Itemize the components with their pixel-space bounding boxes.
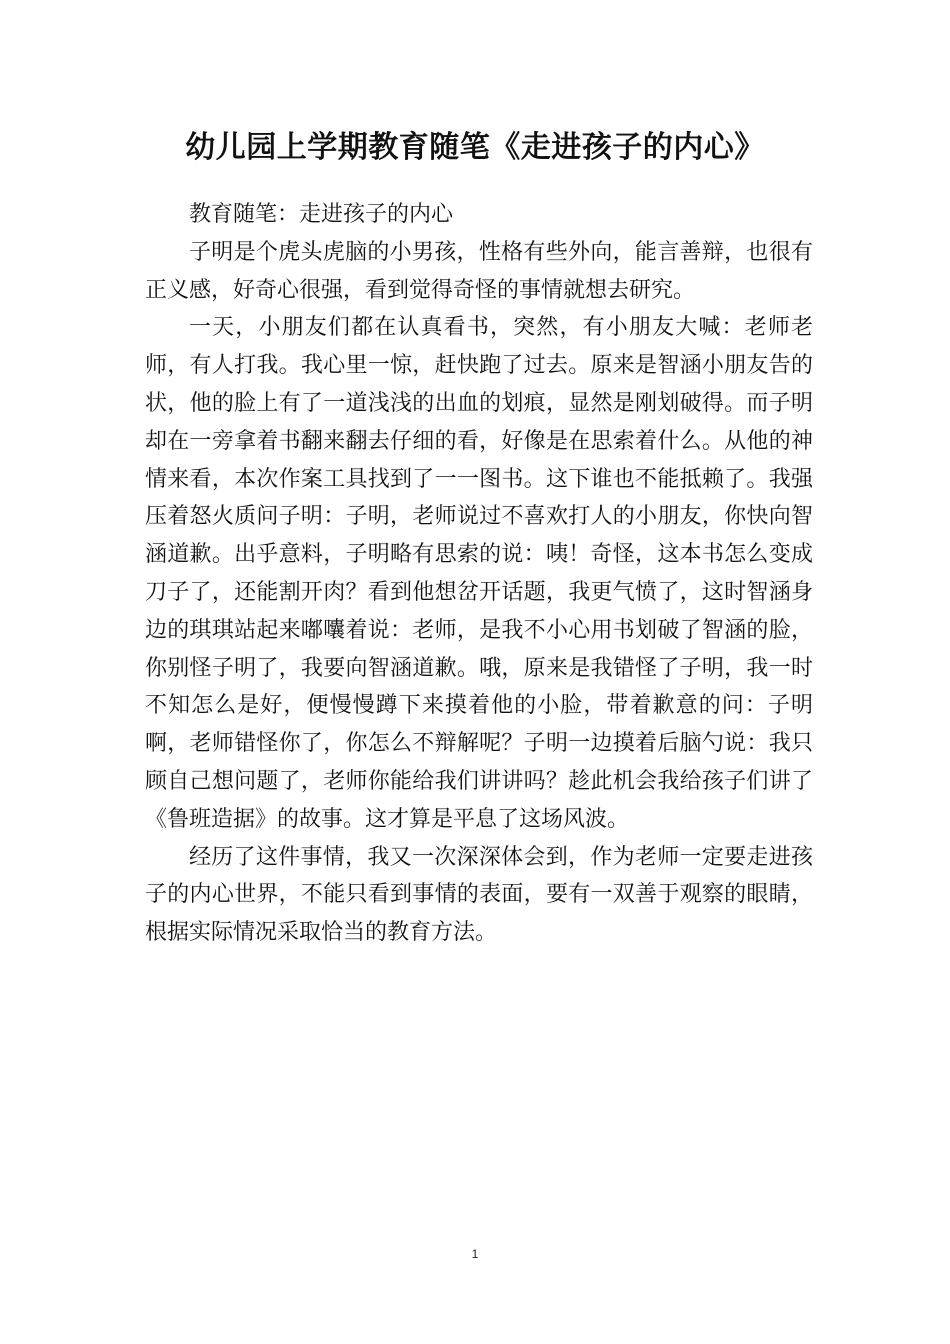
paragraph-story: 一天，小朋友们都在认真看书，突然，有小朋友大喊：老师老师，有人打我。我心里一惊，赶快跑了过去。原来是智涵小朋友告的状，他的脸上有了一道浅浅的出血的划痕，显然是刚划破得。而子明却在一旁拿着书翻来翻去仔细的看，好像是在思索着什么。从他的神情来看，本次作案工具找到了一一图书。这下谁也不能抵赖了。我强压着怒火质问子明：子明，老师说过不喜欢打人的小朋友，你快向智涵道歉。出乎意料，子明略有思索的说：咦！奇怪，这本书怎么变成刀子了，还能割开肉？看到他想岔开话题，我更气愤了，这时智涵身边的琪琪站起来嘟囔着说：老师，是我不小心用书划破了智涵的脸，你别怪子明了，我要向智涵道歉。哦，原来是我错怪了子明，我一时不知怎么是好，便慢慢蹲下来摸着他的小脸，带着歉意的问：子明啊，老师错怪你了，你怎么不辩解呢？子明一边摸着后脑勺说：我只顾自己想问题了，老师你能给我们讲讲吗？趁此机会我给孩子们讲了《鲁班造据》的故事。这才算是平息了这场风波。 [145, 315, 813, 832]
page-number: 1 [471, 1247, 479, 1261]
page-title: 幼儿园上学期教育随笔《走进孩子的内心》 [185, 130, 765, 165]
paragraph-intro: 子明是个虎头虎脑的小男孩，性格有些外向，能言善辩，也很有正义感，好奇心很强，看到觉得奇怪的事情就想去研究。 [145, 239, 813, 303]
article-body [145, 196, 813, 952]
paragraph-subtitle: 教育随笔：走进孩子的内心 [189, 202, 454, 227]
paragraph-reflection: 经历了这件事情，我又一次深深体会到，作为老师一定要走进孩子的内心世界，不能只看到事情的表面，要有一双善于观察的眼睛，根据实际情况采取恰当的教育方法。 [145, 844, 813, 946]
